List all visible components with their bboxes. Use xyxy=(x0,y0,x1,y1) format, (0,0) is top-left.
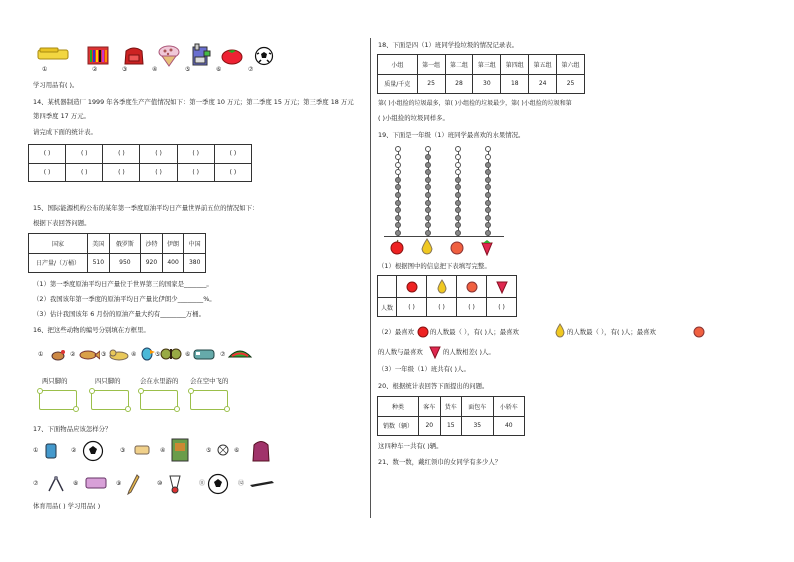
book-icon xyxy=(170,437,190,463)
q16-number-6: ⑥ xyxy=(185,351,191,358)
bead-filled xyxy=(485,177,491,183)
q20-text: 20、根据统计表回答下面提出的问题。 xyxy=(378,382,489,390)
apple-icon xyxy=(405,279,419,293)
q15-header-china: 中国 xyxy=(184,234,206,254)
q14-cell[interactable]: ( ) xyxy=(177,145,214,164)
q18-value: 24 xyxy=(529,74,557,94)
apple-icon xyxy=(389,239,405,255)
q13-number-6: ⑥ xyxy=(216,66,222,73)
pencil-sharpener-icon xyxy=(190,43,212,69)
q15-value: 950 xyxy=(109,253,141,273)
q14-cell[interactable]: ( ) xyxy=(177,163,214,182)
bead-filled xyxy=(455,192,461,198)
q20-header: 面包车 xyxy=(462,397,493,417)
q15-sub1[interactable]: （1）第一季度原油平均日产量位于世界第三的国家是_______。 xyxy=(33,280,213,288)
whale-icon xyxy=(192,347,216,361)
q19-table-blank[interactable]: ( ) xyxy=(397,298,427,317)
q20-value: 15 xyxy=(440,416,462,436)
parrot-icon xyxy=(138,346,156,362)
bead-empty xyxy=(455,162,461,168)
q18-header: 第六组 xyxy=(557,55,585,75)
q18-row-label: 质量/千克 xyxy=(378,74,418,94)
q19-sub2-d: 的人数与最喜欢 xyxy=(378,348,423,356)
q17-answer[interactable]: 体育用品( ) 学习用品( ) xyxy=(33,502,101,510)
bead-filled xyxy=(425,154,431,160)
soccer-ball-icon xyxy=(82,440,104,462)
q14-cell[interactable]: ( ) xyxy=(103,163,140,182)
q19-sub2-a: （2）最喜欢 xyxy=(378,328,415,336)
q17-number-2: ② xyxy=(71,447,77,454)
q19-sub1: （1）根据图中的信息把下表填写完整。 xyxy=(378,262,491,270)
q14-cell[interactable]: ( ) xyxy=(140,145,177,164)
q14-stat-table xyxy=(28,144,252,182)
bead-empty xyxy=(485,154,491,160)
q19-table-label: 人数 xyxy=(378,298,397,317)
bead-filled xyxy=(455,184,461,190)
bead-filled xyxy=(425,222,431,228)
sharpener-icon xyxy=(44,442,58,460)
backpack-icon xyxy=(122,45,146,65)
q16-number-4: ④ xyxy=(131,351,137,358)
bead-empty xyxy=(425,146,431,152)
tomato-icon xyxy=(220,47,244,65)
q20-header-type: 种类 xyxy=(378,397,419,417)
q18-value: 30 xyxy=(473,74,501,94)
q17-number-4: ④ xyxy=(160,447,166,454)
apple-icon xyxy=(416,324,430,338)
q19-table-blank[interactable]: ( ) xyxy=(457,298,487,317)
bead-filled xyxy=(485,192,491,198)
compass-icon xyxy=(45,475,67,493)
q16-answer-box-two-legs[interactable] xyxy=(39,390,77,410)
q18-text: 18、下面是四（1）班同学捡垃圾的情况记录表。 xyxy=(378,41,519,49)
q16-number-5: ⑤ xyxy=(155,351,161,358)
q20-row-label: 销数（辆） xyxy=(378,416,419,436)
q16-answer-box-four-legs[interactable] xyxy=(91,390,129,410)
bead-filled xyxy=(425,192,431,198)
q16-category-swim: 会在水里游的 xyxy=(140,377,179,385)
q13-number-1: ① xyxy=(42,66,48,73)
q15-value: 380 xyxy=(184,253,206,273)
bead-filled xyxy=(425,207,431,213)
q18-header: 第三组 xyxy=(473,55,501,75)
colored-pencils-icon xyxy=(86,44,110,66)
strawberry-icon xyxy=(479,238,495,256)
q14-instruction: 请完成下面的统计表。 xyxy=(33,128,97,136)
bead-empty xyxy=(455,154,461,160)
bead-filled xyxy=(425,169,431,175)
strawberry-icon xyxy=(495,278,509,294)
pear-icon xyxy=(419,237,435,255)
q17-number-3: ③ xyxy=(120,447,126,454)
bead-filled xyxy=(485,162,491,168)
q15-sub2[interactable]: （2）我国该年第一季度的原油平均日产量比伊朗少________%。 xyxy=(33,295,216,303)
q13-number-5: ⑤ xyxy=(185,66,191,73)
column-divider xyxy=(370,38,371,518)
bead-filled xyxy=(455,215,461,221)
q15-header-iran: 伊朗 xyxy=(162,234,184,254)
q20-header: 客车 xyxy=(419,397,441,417)
shuttlecock-icon xyxy=(168,474,182,494)
bead-empty xyxy=(395,146,401,152)
peach-icon xyxy=(692,324,706,338)
bead-filled xyxy=(455,222,461,228)
q19-sub2-e[interactable]: 的人数相差( )人。 xyxy=(443,348,495,356)
pear-icon xyxy=(553,322,567,338)
q18-header: 第五组 xyxy=(529,55,557,75)
q15-sub3[interactable]: （3）估计我国该年 6 月份的原油产量大约有________万桶。 xyxy=(33,310,205,318)
q15-header-usa: 美国 xyxy=(88,234,110,254)
q14-text: 14、某机器制造厂 1999 年各季度生产产值情况如下：第一季度 10 万元；第二季度 15 万元；第三季度 18 万元 xyxy=(33,98,354,106)
bead-filled xyxy=(485,169,491,175)
q16-category-fly: 会在空中飞的 xyxy=(190,377,229,385)
bead-empty xyxy=(485,146,491,152)
q18-header: 第一组 xyxy=(417,55,445,75)
bead-filled xyxy=(485,207,491,213)
bead-filled xyxy=(425,200,431,206)
q13-number-4: ④ xyxy=(152,66,158,73)
q15-row-label: 日产量/（万桶） xyxy=(29,253,88,273)
q15-instruction: 根据下表回答问题。 xyxy=(33,219,91,227)
badminton-icon xyxy=(216,443,230,457)
q16-number-7: ⑦ xyxy=(220,351,226,358)
q15-value: 920 xyxy=(141,253,163,273)
q18-garbage-table xyxy=(377,54,585,94)
soccer-ball-2-icon xyxy=(207,473,229,495)
q16-category-two-legs: 两只脚的 xyxy=(42,377,68,385)
bead-empty xyxy=(395,162,401,168)
q19-sub3[interactable]: （3）一年级（1）班共有( )人。 xyxy=(378,365,470,373)
q13-number-7: ⑦ xyxy=(248,66,254,73)
q20-header: 货车 xyxy=(440,397,462,417)
q14-cell[interactable]: ( ) xyxy=(29,145,66,164)
q14-cell[interactable]: ( ) xyxy=(214,163,251,182)
q13-number-2: ② xyxy=(92,66,98,73)
q17-number-5: ⑤ xyxy=(206,447,212,454)
school-bag-icon xyxy=(250,437,272,463)
q14-cell[interactable]: ( ) xyxy=(29,163,66,182)
q16-number-3: ③ xyxy=(101,351,107,358)
q16-text: 16、把这些动物的编号分别填在方框里。 xyxy=(33,326,150,334)
q20-value: 40 xyxy=(493,416,524,436)
q17-number-10: ⑩ xyxy=(157,480,163,487)
q16-answer-box-fly[interactable] xyxy=(190,390,228,410)
q15-value: 400 xyxy=(162,253,184,273)
bead-filled xyxy=(485,215,491,221)
bead-filled xyxy=(395,192,401,198)
q15-text: 15、国际能源机构公布的某年第一季度原油平均日产量世界前五位的情况如下： xyxy=(33,204,259,212)
bead-filled xyxy=(455,177,461,183)
q16-answer-box-swim[interactable] xyxy=(140,390,178,410)
bead-filled xyxy=(425,177,431,183)
fish-icon xyxy=(78,349,100,361)
q18-value: 25 xyxy=(417,74,445,94)
q21-text: 21、数一数，戴红领巾的女同学有多少人？ xyxy=(378,458,502,466)
q16-number-1: ① xyxy=(38,351,44,358)
bead-chart-base xyxy=(384,236,504,237)
q15-header-country: 国家 xyxy=(29,234,88,254)
q18-value: 28 xyxy=(445,74,473,94)
q15-value: 510 xyxy=(88,253,110,273)
q17-number-7: ⑦ xyxy=(33,480,39,487)
q18-line2[interactable]: ( )小组捡的垃圾同样多。 xyxy=(378,114,449,122)
bead-filled xyxy=(425,184,431,190)
q18-header: 第四组 xyxy=(501,55,529,75)
q17-number-9: ⑨ xyxy=(116,480,122,487)
ruler-icon xyxy=(36,45,70,63)
q17-number-12: ⑫ xyxy=(238,480,245,487)
rooster-icon xyxy=(48,348,68,362)
pencil-case-icon xyxy=(84,476,108,490)
cat-icon xyxy=(108,348,130,362)
butterfly-icon xyxy=(160,347,182,361)
bead-filled xyxy=(395,184,401,190)
q19-sub2-c[interactable]: 的人数最（ ），有( )人；最喜欢 xyxy=(567,328,656,336)
q20-header: 小轿车 xyxy=(493,397,524,417)
q14-cell[interactable]: ( ) xyxy=(66,145,103,164)
q16-number-2: ② xyxy=(70,351,76,358)
q14-cell[interactable]: ( ) xyxy=(103,145,140,164)
q20-value: 20 xyxy=(419,416,441,436)
turtle-icon xyxy=(226,345,254,361)
peach-icon xyxy=(449,239,465,255)
q18-header-group: 小组 xyxy=(378,55,418,75)
q18-value: 25 xyxy=(557,74,585,94)
q13-number-3: ③ xyxy=(122,66,128,73)
q18-line1[interactable]: 第( )小组捡的垃圾最多，第( )小组捡的垃圾最少，第( )小组捡的垃圾和第 xyxy=(378,100,572,107)
q19-table-blank[interactable]: ( ) xyxy=(487,298,517,317)
q17-number-1: ① xyxy=(33,447,39,454)
bead-filled xyxy=(485,200,491,206)
q20-value: 35 xyxy=(462,416,493,436)
q14-cell[interactable]: ( ) xyxy=(66,163,103,182)
q18-value: 18 xyxy=(501,74,529,94)
q14-cell[interactable]: ( ) xyxy=(214,145,251,164)
bead-filled xyxy=(455,200,461,206)
q19-table-blank[interactable]: ( ) xyxy=(427,298,457,317)
q15-oil-table xyxy=(28,233,206,273)
q19-fruit-table xyxy=(377,275,517,317)
bead-filled xyxy=(485,222,491,228)
bead-filled xyxy=(455,207,461,213)
bead-empty xyxy=(455,169,461,175)
q14-text-2: 第四季度 17 万元。 xyxy=(33,112,90,120)
q15-header-saudi: 沙特 xyxy=(141,234,163,254)
q13-answer-line[interactable]: 学习用品有( )。 xyxy=(33,81,79,89)
bead-filled xyxy=(395,200,401,206)
q16-category-four-legs: 四只脚的 xyxy=(95,377,121,385)
soccer-ball-icon xyxy=(254,46,274,66)
q20-car-table xyxy=(377,396,525,436)
q14-cell[interactable]: ( ) xyxy=(140,163,177,182)
q15-header-russia: 俄罗斯 xyxy=(109,234,141,254)
bead-filled xyxy=(395,222,401,228)
bead-filled xyxy=(395,177,401,183)
q18-header: 第二组 xyxy=(445,55,473,75)
ice-cream-icon xyxy=(157,45,181,67)
bead-filled xyxy=(395,215,401,221)
bead-filled xyxy=(425,162,431,168)
peach-icon xyxy=(465,279,479,293)
strawberry-icon xyxy=(428,343,442,359)
q19-text: 19、下面是一年级（1）班同学最喜欢的水果情况。 xyxy=(378,131,525,139)
bead-empty xyxy=(455,146,461,152)
bead-empty xyxy=(395,169,401,175)
q19-sub2-b[interactable]: 的人数最（ ），有( )人；最喜欢 xyxy=(430,328,519,336)
q20-question[interactable]: 这四种车一共有( )辆。 xyxy=(378,442,443,450)
bead-filled xyxy=(395,207,401,213)
pear-icon xyxy=(435,278,449,294)
bead-filled xyxy=(425,215,431,221)
eraser-icon xyxy=(133,444,151,456)
bead-filled xyxy=(485,184,491,190)
q17-number-6: ⑥ xyxy=(234,447,240,454)
pen-icon xyxy=(248,478,276,488)
pencil-icon xyxy=(125,473,141,495)
q17-text: 17、下面物品应该怎样分？ xyxy=(33,425,112,433)
q17-number-8: ⑧ xyxy=(73,480,79,487)
q17-number-11: ⑪ xyxy=(199,480,206,487)
bead-empty xyxy=(395,154,401,160)
